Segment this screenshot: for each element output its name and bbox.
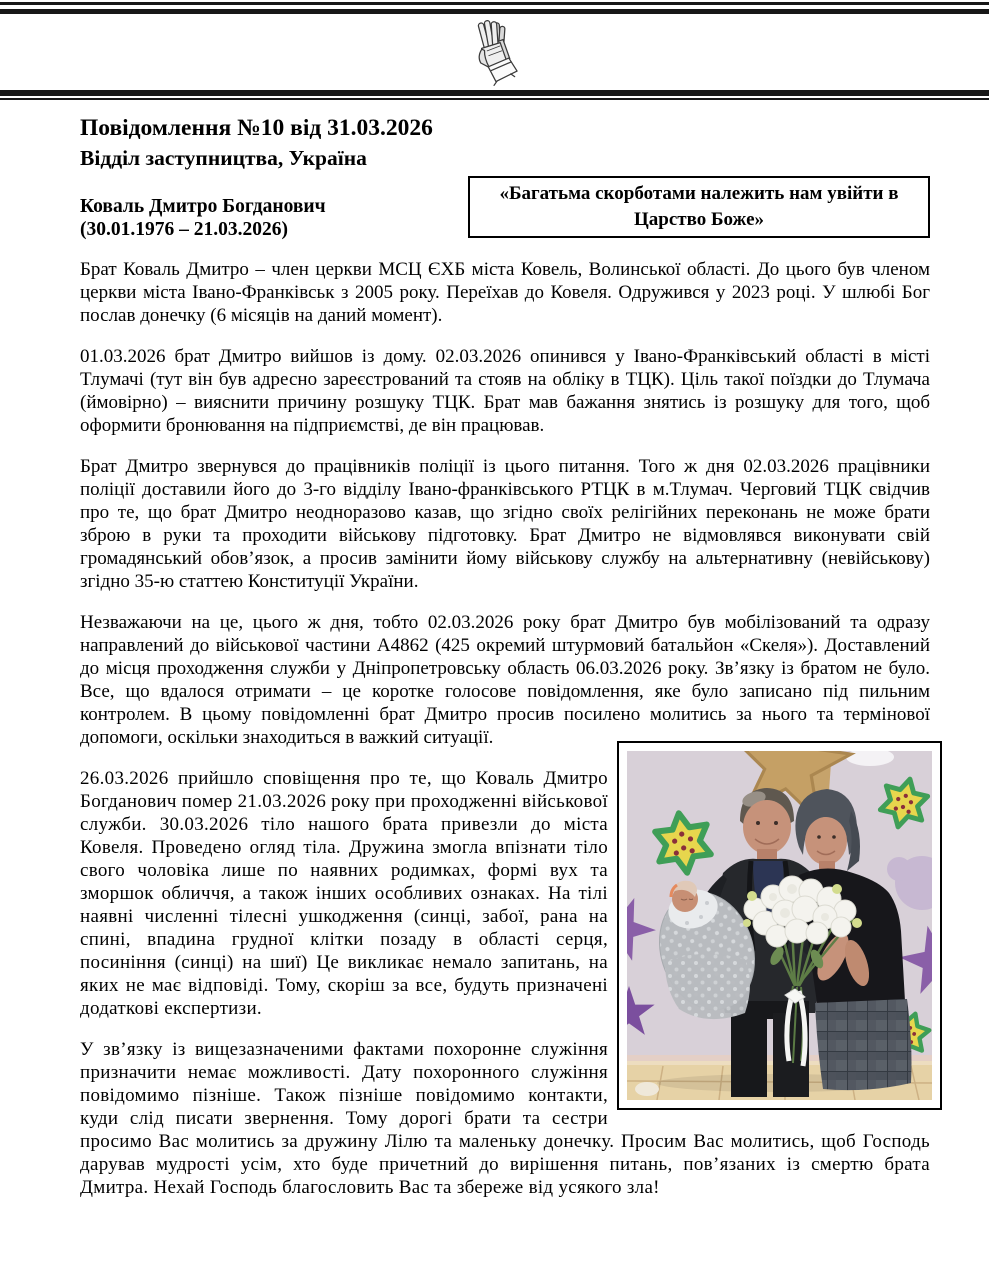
page-title: Повідомлення №10 від 31.03.2026 (80, 115, 433, 141)
paragraph-4: Незважаючи на це, цього ж дня, тобто 02.03.2026 року брат Дмитро був мобілізований та одразу направлений до військової частини А4862 (425 окремий штурмовий батальйон «Скеля»). Доставлений до місця проходження служби у Дніпропетровську область 06.03.2026 року. Зв’язку із братом не було. Все, що вдалося отримати – це коротке голосове повідомлення, яке було записано під пильним контролем. В цьому повідомленні брат Дмитро просив посилено молитись за нього та термінової допомоги, оскільки знаходиться в важкий ситуації. (80, 612, 930, 748)
praying-hands-icon (462, 16, 528, 88)
deceased-name: Коваль Дмитро Богданович (80, 196, 326, 217)
family-photo-frame (617, 741, 942, 1110)
paragraph-6: У зв’язку із вищезазначеними фактами похоронне служіння призначити немає можливості. Дату похоронного служіння повідомимо пізніше. Також пізніше повідомимо контакти, куди слід писати звернення. Тому дорогі брати та сестри просимо Вас молитись за дружину Лілю та маленьку донечку. Просим Вас молитись, щоб Господь дарував мудрості усім, хто буде причетний до вирішення питань, пов’язаних із смертю брата Дмитра. Нехай Господь благословить Вас та збереже від усякого зла! (80, 1039, 930, 1198)
paragraph-5: 26.03.2026 прийшло сповіщення про те, що Коваль Дмитро Богданович помер 21.03.2026 року при проходженні військової служби. 30.03.2026 тіло нашого брата привезли до міста Ковеля. Проведено огляд тіла. Дружина змогла впізнати тіло свого чоловіка лише по наявних родимках, формі вух та зморшок обличчя, а також інших особливих ознаках. На тілі наявні численні тілесні ушкодження (синці, забої, рана на спині, впадина грудної клітки позаду в області серця, посиніння (синці) на шиї) Це викликає немало запитань, на яких не має відповіді. Тому, скоріш за все, будуть призначені додаткові експертизи. (80, 768, 608, 1019)
person-and-quote-row (80, 176, 930, 241)
paragraph-2: 01.03.2026 брат Дмитро вийшов із дому. 02.03.2026 опинився у Івано-Франківський області в місті Тлумачі (тут він був адресно зареєстрований та стояв на обліку в ТЦК). Ціль такої поїздки до Тлумача (ймовірно) – вияснити причину розшуку ТЦК. Брат мав бажання знятись із розшуку для того, щоб оформити бронювання на підприємстві, де він працював. (80, 346, 930, 436)
paragraph-3: Брат Дмитро звернувся до працівників поліції із цього питання. Того ж дня 02.03.2026 працівники поліції доставили його до 3-го відділу Івано-франківського РТЦК в м.Тлумач. Черговий ТЦК свідчив про те, що брат Дмитро неодноразово казав, що згідно своїх релігійних переконань не може брати зброю в руки та проходити військову підготовку. Брат Дмитро не відмовлявся виконувати свій громадянський обов’язок, а просив замінити йому військову службу на альтернативну (невійськову) згідно 35-ю статтею Конституції України. (80, 456, 930, 592)
top-rule-thin (0, 2, 989, 5)
body-text (80, 258, 930, 1199)
paragraph-1: Брат Коваль Дмитро – член церкви МСЦ ЄХБ міста Ковель, Волинської області. До цього був членом церкви міста Івано-Франківськ з 2005 року. Переїхав до Ковеля. Одружився у 2023 році. У шлюбі Бог послав донечку (6 місяців на даний момент). (80, 259, 930, 326)
scripture-quote-box: «Багатьма скорботами належить нам увійти в Царство Боже» (468, 176, 930, 238)
deceased-person-block (80, 195, 326, 241)
family-photo (627, 751, 932, 1100)
page-subtitle: Відділ заступництва, Україна (80, 146, 367, 170)
deceased-dates: (30.01.1976 – 21.03.2026) (80, 219, 288, 240)
document-content (0, 114, 989, 1199)
mid-rule-thick (0, 90, 989, 96)
header-emblem-row (0, 14, 989, 90)
mid-rule-thin (0, 98, 989, 100)
